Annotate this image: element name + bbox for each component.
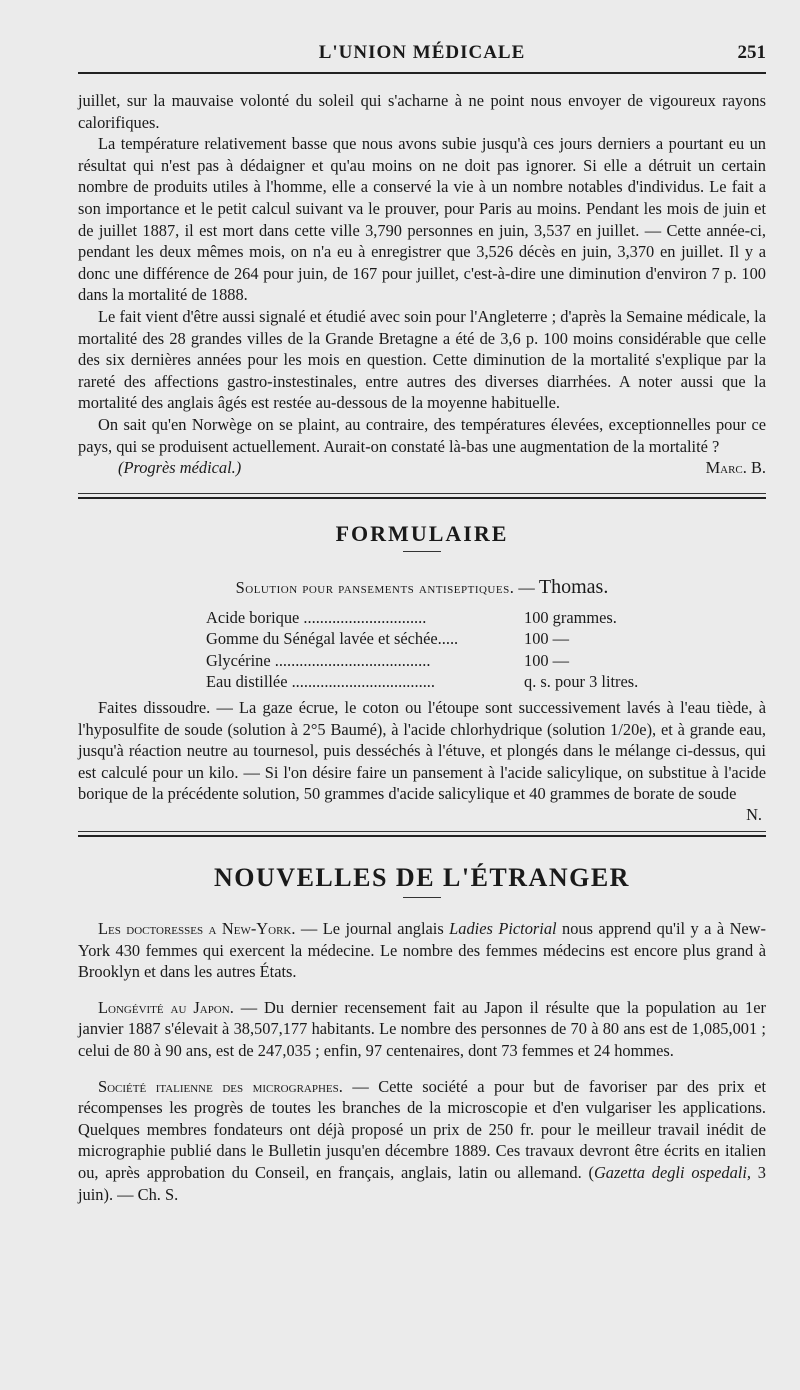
ingredient-name: Glycérine ......................................: [206, 650, 431, 670]
news-item: [78, 1076, 766, 1206]
ingredient-row: [206, 650, 666, 672]
page-header: [78, 0, 766, 72]
news-text: — Du dernier recensement fait au Japon il résulte que la population au 1er janvier 1887 s'élevait à 38,507,177 habitants. Le nombre des personnes de 70 à 80 ans est de 1,085,001 ; celui de 80 à 90 ans, est de 247,035 ; enfin, 97 centenaires, dont 73 femmes et 24 hommes.: [78, 997, 766, 1060]
formula-heading: [78, 576, 766, 599]
news-item: [78, 997, 766, 1062]
ingredient-qty: 100 —: [524, 629, 570, 649]
title-underline: [403, 897, 441, 898]
ingredient-qty: 100 —: [524, 650, 570, 670]
article-signature: [78, 457, 766, 479]
formula-signature: N.: [746, 805, 762, 825]
article-paragraph: Le fait vient d'être aussi signalé et étudié avec soin pour l'Angleterre ; d'après la Semaine médicale, la mortalité des 28 grandes villes de la Grande Bretagne a été de 3,6 p. 100 moins considérable que celle des six dernières années pour les mois en question. Cette diminution de la mortalité s'explique par la rareté des affections gastro-instestinales, entre autres des diverses diarrhées. A noter aussi que la mortalité des anglais âgés est restée au-dessous de la moyenne habituelle.: [78, 306, 766, 413]
news-text: 3 juin). — Ch. S.: [78, 1162, 766, 1204]
ingredient-name: Eau distillée ...................................: [206, 672, 435, 692]
formula-author: Thomas.: [538, 575, 609, 598]
ingredient-list: [206, 607, 666, 693]
article-source: (Progrès médical.): [118, 458, 242, 478]
article-body: [78, 90, 766, 479]
article-paragraph: On sait qu'en Norwège on se plaint, au contraire, des températures élevées, exceptionnelles pour ce pays, qui se produisent actuellement. Aurait-on constaté là-bas une augmentation de la mortalité ?: [78, 414, 766, 456]
news-heading: Longévité au Japon.: [98, 997, 234, 1017]
news-text: — Cette société a pour but de favoriser par des prix et récompenses les progrès de toutes les branches de la microscopie et d'en vulgariser les applications. Quelques membres fondateurs ont déjà proposé un prix de 250 fr. pour le meilleur travail inédit de micrographie publié dans le Bulletin jusqu'en décembre 1889. Ces travaux devront être écrits en italien ou, après approbation du Conseil, en français, anglais, latin ou allemand. (: [78, 1076, 766, 1182]
formula-instructions: Faites dissoudre. — La gaze écrue, le coton ou l'étoupe sont successivement lavés à l'eau tiède, à l'hyposulfite de soude (solution à 2°5 Baumé), à l'acide chlorhydrique (solution 1/20e), et à grande eau, jusqu'à réaction neutre au tournesol, puis desséchés à l'étuve, et plongés dans le mélange ci-dessus, qui est calculé pour un kilo. — Si l'on désire faire un pansement à l'acide salicylique, on substitue à l'acide borique de la précédente solution, 50 grammes d'acide salicylique et 40 grammes de borate de soude: [78, 698, 766, 804]
news-text: nous apprend qu'il y a à New-York 430 femmes qui exercent la médecine. Le nombre des femmes médecins est encore plus grand à Brooklyn et dans les autres États.: [78, 919, 766, 982]
page-number: 251: [737, 42, 766, 63]
ingredient-qty: 100 grammes.: [524, 607, 617, 627]
news-heading: Société italienne des micrographes.: [98, 1076, 343, 1096]
ingredient-row: [206, 628, 666, 650]
journal-title: L'UNION MÉDICALE: [318, 42, 526, 63]
news-heading: Les doctoresses a New-York.: [98, 919, 296, 939]
news-italic: Gazetta degli ospedali,: [593, 1162, 751, 1182]
section-divider: [78, 831, 766, 837]
ingredient-name: Acide borique ..............................: [206, 607, 427, 627]
article-paragraph: La température relativement basse que nous avons subie jusqu'à ces jours derniers a pourtant eu un résultat qui n'est pas à dédaigner et qu'au moins on ne doit pas ignorer. Si elle a détruit un certain nombre de produits utiles à l'homme, elle a conservé la vie à un nombre notables d'individus. Le fait a son importance et le petit calcul suivant va le prouver, pour Paris au moins. Pendant les mois de juin et de juillet 1887, il est mort dans cette ville 3,790 personnes en juin, 3,537 en juillet. — Cette année-ci, pendant les deux mêmes mois, on n'a eu à enregistrer que 3,526 décès en juin, 3,370 en juillet. Il y a donc une différence de 264 pour juin, de 167 pour juillet, c'est-à-dire une diminution d'environ 7 p. 100 dans la mortalité de 1888.: [78, 134, 766, 305]
formula-label: Solution pour pansements antiseptiques.: [235, 577, 515, 597]
title-underline: [403, 551, 441, 552]
ingredient-row: [206, 671, 666, 693]
nouvelles-title: NOUVELLES DE L'ÉTRANGER: [214, 863, 630, 893]
formula-dash: —: [514, 577, 539, 597]
header-rule: [78, 72, 766, 74]
news-item: [78, 918, 766, 983]
news-text: — Le journal anglais: [295, 919, 450, 939]
ingredient-row: [206, 607, 666, 629]
ingredient-qty: q. s. pour 3 litres.: [524, 672, 639, 692]
article-author: Marc. B.: [705, 458, 766, 478]
news-italic: Ladies Pictorial: [449, 919, 557, 939]
formulaire-title: FORMULAIRE: [335, 520, 509, 546]
section-divider: [78, 493, 766, 499]
ingredient-name: Gomme du Sénégal lavée et séchée.....: [206, 629, 459, 649]
article-paragraph: juillet, sur la mauvaise volonté du soleil qui s'acharne à ne point nous envoyer de vigoureux rayons calorifiques.: [78, 91, 766, 132]
